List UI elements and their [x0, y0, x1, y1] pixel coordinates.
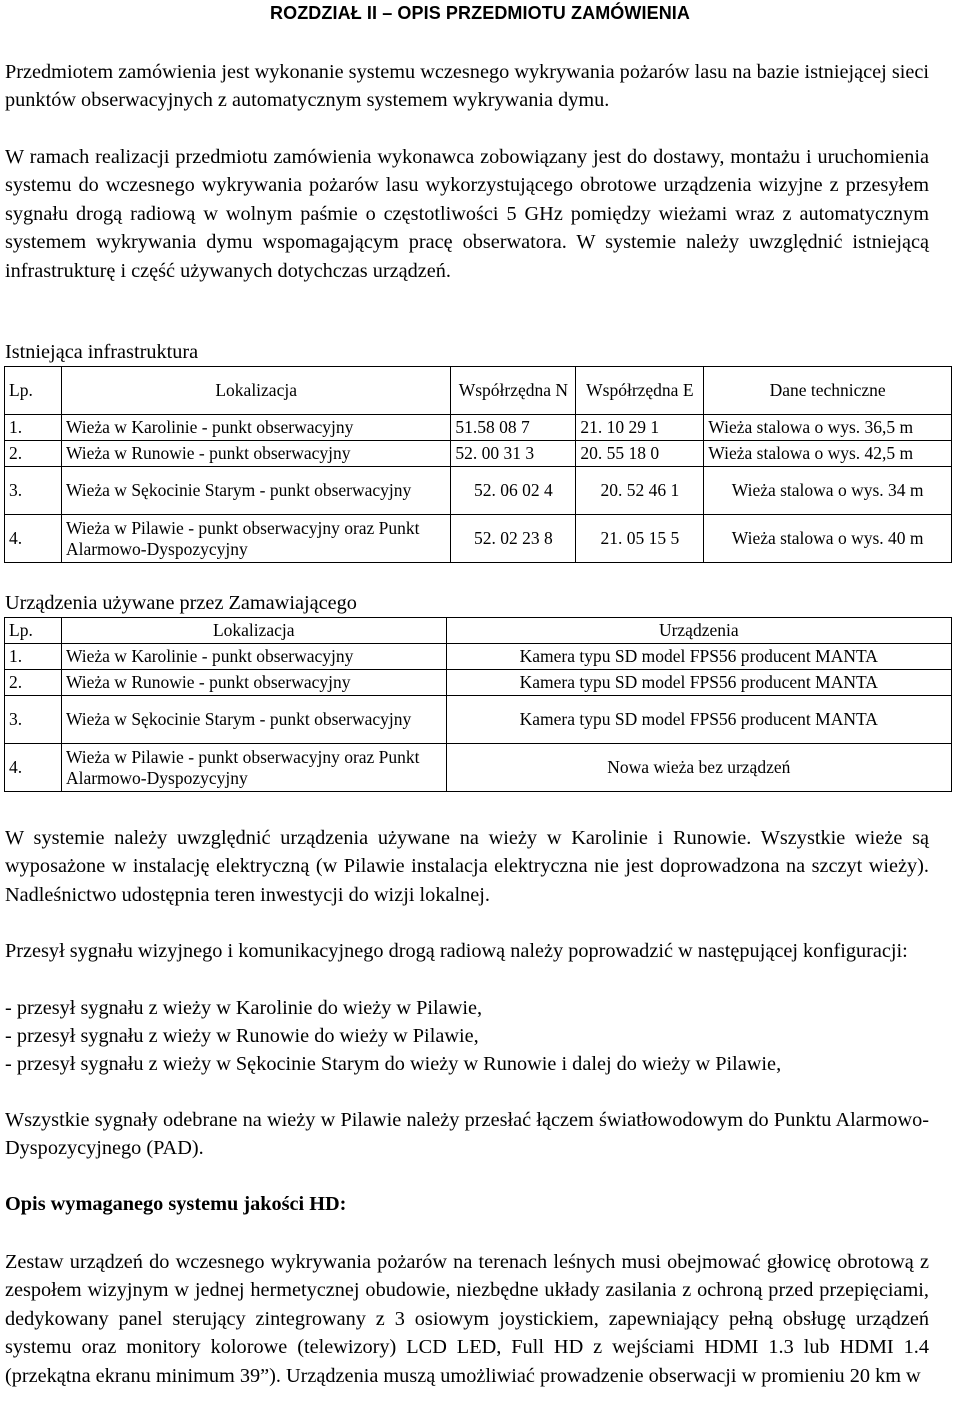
cell-location: Wieża w Sękocinie Starym - punkt obserwacyjny — [61, 467, 450, 515]
cell-lp: 3. — [5, 696, 62, 744]
cell-lp: 4. — [5, 744, 62, 792]
table-row — [5, 515, 952, 563]
header-coord-n: Współrzędna N — [451, 367, 576, 415]
intro-paragraph-1: Przedmiotem zamówienia jest wykonanie systemu wczesnego wykrywania pożarów lasu na bazie istniejącej sieci punktów obserwacyjnych z automatycznym systemem wykrywania dymu. — [5, 61, 929, 112]
cell-location: Wieża w Pilawie - punkt obserwacyjny oraz Punkt Alarmowo-Dyspozycyjny — [61, 515, 450, 563]
hd-title: Opis wymaganego systemu jakości HD: — [5, 1193, 347, 1215]
table-row — [5, 696, 952, 744]
cell-lp: 4. — [5, 515, 62, 563]
header-lp: Lp. — [5, 367, 62, 415]
body-paragraph-2: Przesył sygnału wizyjnego i komunikacyjnego drogą radiową należy poprowadzić w następującej konfiguracji: — [5, 940, 908, 962]
list-item — [5, 1050, 929, 1078]
cell-lp: 2. — [5, 441, 62, 467]
header-lp: Lp. — [5, 618, 62, 644]
devices-table — [4, 617, 952, 792]
cell-location: Wieża w Karolinie - punkt obserwacyjny — [61, 644, 446, 670]
table-header-row — [5, 367, 952, 415]
cell-devices: Nowa wieża bez urządzeń — [446, 744, 951, 792]
cell-lp: 1. — [5, 415, 62, 441]
cell-coord-e: 21. 05 15 5 — [576, 515, 704, 563]
table-row — [5, 441, 952, 467]
cell-coord-n: 51.58 08 7 — [451, 415, 576, 441]
cell-location: Wieża w Sękocinie Starym - punkt obserwacyjny — [61, 696, 446, 744]
header-tech: Dane techniczne — [704, 367, 952, 415]
cell-lp: 3. — [5, 467, 62, 515]
cell-location: Wieża w Runowie - punkt obserwacyjny — [61, 441, 450, 467]
hd-paragraph: Zestaw urządzeń do wczesnego wykrywania pożarów na terenach leśnych musi obejmować głowicę obrotową z zespołem wizyjnym w jednej hermetycznej obudowie, niezbędne układy zasilania z ochroną przed przepięciami, dedykowany panel sterujący zintegrowany z 3 osiowym joystickiem, zapewniający pełną obsługę urządzeń systemu oraz monitory kolorowe (telewizory) LCD LED, Full HD z wejściami HDMI 1.3 lub HDMI 1.4 (przekątna ekranu minimum 39”). Urządzenia muszą umożliwiać prowadzenie obserwacji w promieniu 20 km w — [5, 1251, 929, 1387]
header-coord-e: Współrzędna E — [576, 367, 704, 415]
table-row — [5, 670, 952, 696]
table-row — [5, 644, 952, 670]
chapter-heading: ROZDZIAŁ II – OPIS PRZEDMIOTU ZAMÓWIENIA — [270, 3, 690, 23]
cell-tech: Wieża stalowa o wys. 34 m — [704, 467, 952, 515]
cell-coord-e: 20. 52 46 1 — [576, 467, 704, 515]
list-item-text: - przesył sygnału z wieży w Sękocinie Starym do wieży w Runowie i dalej do wieży w Pilawie, — [5, 1053, 782, 1075]
header-location: Lokalizacja — [61, 618, 446, 644]
cell-lp: 1. — [5, 644, 62, 670]
intro-paragraph-2: W ramach realizacji przedmiotu zamówienia wykonawca zobowiązany jest do dostawy, montażu i uruchomienia systemu do wczesnego wykrywania pożarów lasu wykorzystującego obrotowe urządzenia wizyjne z przesyłem sygnału drogą radiową w wolnym paśmie o częstotliwości 5 GHz pomiędzy wieżami wraz z automatycznym systemem wykrywania dymu wspomagającym pracę obserwatora. W systemie należy uwzględnić istniejącą infrastrukturę i część używanych dotychczas urządzeń. — [5, 146, 929, 282]
cell-tech: Wieża stalowa o wys. 42,5 m — [704, 441, 952, 467]
infrastructure-table — [4, 366, 952, 563]
cell-devices: Kamera typu SD model FPS56 producent MANTA — [446, 696, 951, 744]
header-location: Lokalizacja — [61, 367, 450, 415]
cell-coord-n: 52. 02 23 8 — [451, 515, 576, 563]
header-devices: Urządzenia — [446, 618, 951, 644]
list-item: - przesył sygnału z wieży w Karolinie do wieży w Pilawie, — [5, 997, 483, 1019]
body-paragraph-3: Wszystkie sygnały odebrane na wieży w Pilawie należy przesłać łączem światłowodowym do Punktu Alarmowo-Dyspozycyjnego (PAD). — [5, 1109, 929, 1160]
infrastructure-title: Istniejąca infrastruktura — [5, 341, 199, 363]
cell-location: Wieża w Runowie - punkt obserwacyjny — [61, 670, 446, 696]
cell-lp: 2. — [5, 670, 62, 696]
cell-devices: Kamera typu SD model FPS56 producent MANTA — [446, 644, 951, 670]
cell-coord-n: 52. 00 31 3 — [451, 441, 576, 467]
list-item: - przesył sygnału z wieży w Runowie do wieży w Pilawie, — [5, 1025, 479, 1047]
cell-tech: Wieża stalowa o wys. 36,5 m — [704, 415, 952, 441]
body-paragraph-1: W systemie należy uwzględnić urządzenia używane na wieży w Karolinie i Runowie. Wszystkie wieże są wyposażone w instalację elektryczną (w Pilawie instalacja elektryczna nie jest doprowadzona na szczyt wieży). Nadleśnictwo udostępnia teren inwestycji do wizji lokalnej. — [5, 827, 929, 906]
table-row — [5, 744, 952, 792]
table-header-row — [5, 618, 952, 644]
devices-title: Urządzenia używane przez Zamawiającego — [5, 592, 357, 614]
cell-location: Wieża w Pilawie - punkt obserwacyjny oraz Punkt Alarmowo-Dyspozycyjny — [61, 744, 446, 792]
cell-location: Wieża w Karolinie - punkt obserwacyjny — [61, 415, 450, 441]
cell-coord-e: 21. 10 29 1 — [576, 415, 704, 441]
cell-tech: Wieża stalowa o wys. 40 m — [704, 515, 952, 563]
cell-coord-e: 20. 55 18 0 — [576, 441, 704, 467]
table-row — [5, 467, 952, 515]
table-row — [5, 415, 952, 441]
cell-devices: Kamera typu SD model FPS56 producent MANTA — [446, 670, 951, 696]
cell-coord-n: 52. 06 02 4 — [451, 467, 576, 515]
